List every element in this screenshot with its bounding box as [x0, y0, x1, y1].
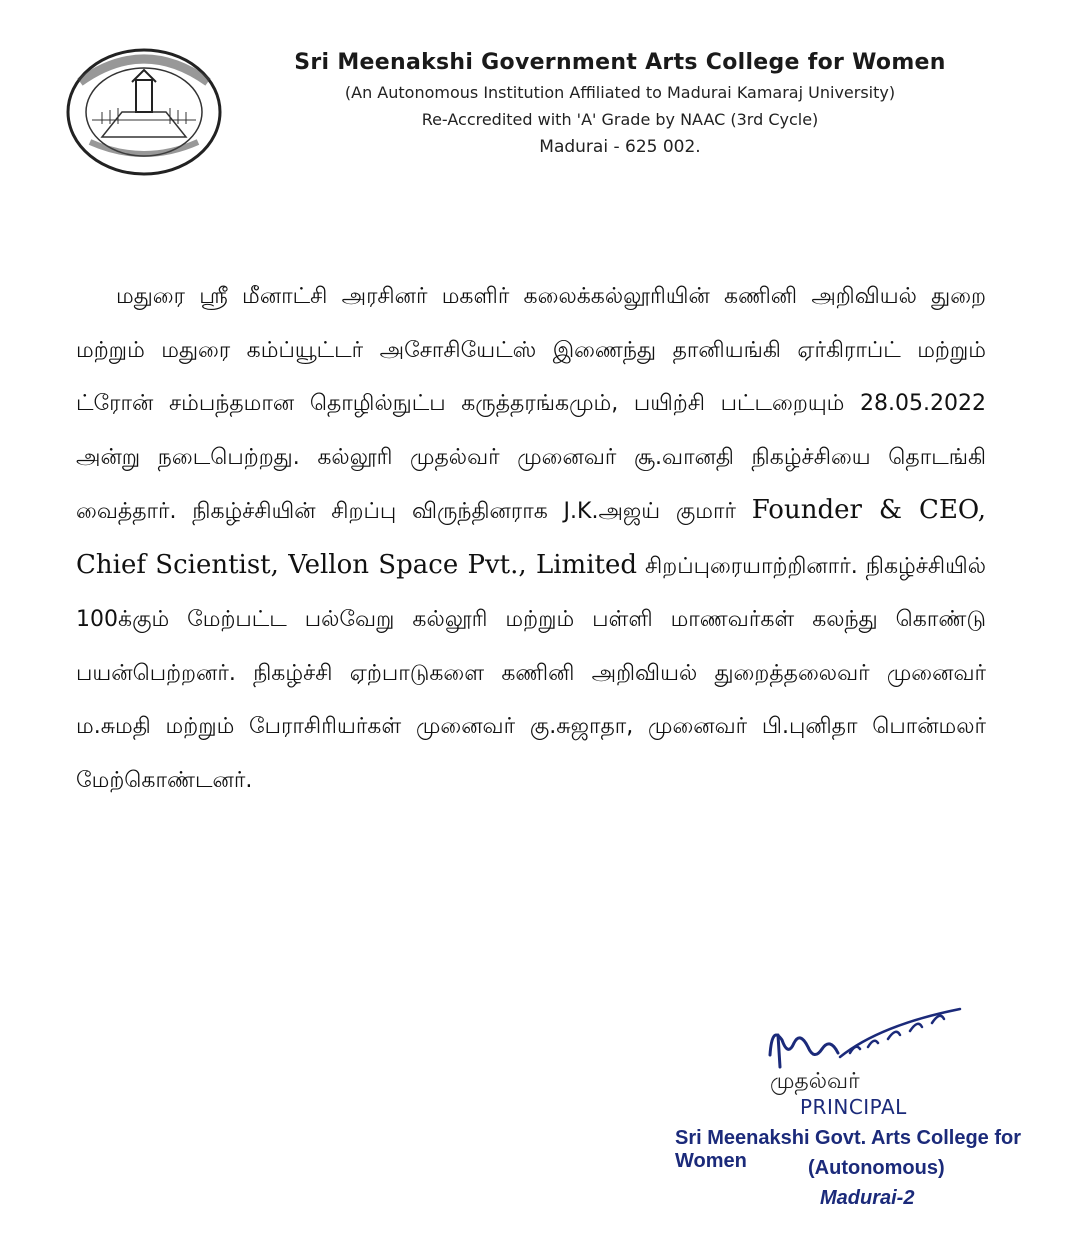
address-line: Madurai - 625 002.	[539, 137, 701, 157]
college-name: Sri Meenakshi Government Arts College for Women	[294, 50, 946, 75]
seal-autonomous: (Autonomous)	[808, 1157, 945, 1179]
principal-label: PRINCIPAL	[800, 1095, 907, 1119]
seal-college-name: Sri Meenakshi Govt. Arts College for Women	[675, 1127, 1022, 1172]
principal-title-tamil: முதல்வர்	[770, 1069, 860, 1094]
body-paragraph	[76, 270, 986, 807]
affiliation-line: (An Autonomous Institution Affiliated to Madurai Kamaraj University)	[344, 83, 896, 102]
letterhead	[240, 50, 1000, 157]
college-logo	[62, 42, 232, 182]
signature-block	[660, 995, 1080, 1235]
seal-city: Madurai-2	[820, 1187, 915, 1209]
guest-designation: Founder & CEO, Chief Scientist, Vellon Space Pvt., Limited	[76, 495, 986, 580]
accreditation-line: Re-Accredited with 'A' Grade by NAAC (3rd Cycle)	[421, 110, 819, 129]
body-text-part2: சிறப்புரையாற்றினார். நிகழ்ச்சியில் 100க்கும் மேற்பட்ட பல்வேறு கல்லூரி மற்றும் பள்ளி மாணவர்கள் கலந்து கொண்டு பயன்பெற்றனர். நிகழ்ச்சி ஏற்பாடுகளை கணினி அறிவியல் துறைத்தலைவர் முனைவர் ம.சுமதி மற்றும் பேராசிரியர்கள் முனைவர் கு.சுஜாதா, முனைவர் பி.புனிதா பொன்மலர் மேற்கொண்டனர்.	[76, 553, 986, 793]
body-text-part1: மதுரை ஸ்ரீ மீனாட்சி அரசினர் மகளிர் கலைக்கல்லூரியின் கணினி அறிவியல் துறை மற்றும் மதுரை கம்ப்யூட்டர் அசோசியேட்ஸ் இணைந்து தானியங்கி ஏர்கிராப்ட் மற்றும் ட்ரோன் சம்பந்தமான தொழில்நுட்ப கருத்தரங்கமும், பயிற்சி பட்டறையும் 28.05.2022 அன்று நடைபெற்றது. கல்லூரி முதல்வர் முனைவர் சூ.வானதி நிகழ்ச்சியை தொடங்கி வைத்தார். நிகழ்ச்சியின் சிறப்பு விருந்தினராக J.K.அஜய் குமார்	[76, 284, 986, 524]
